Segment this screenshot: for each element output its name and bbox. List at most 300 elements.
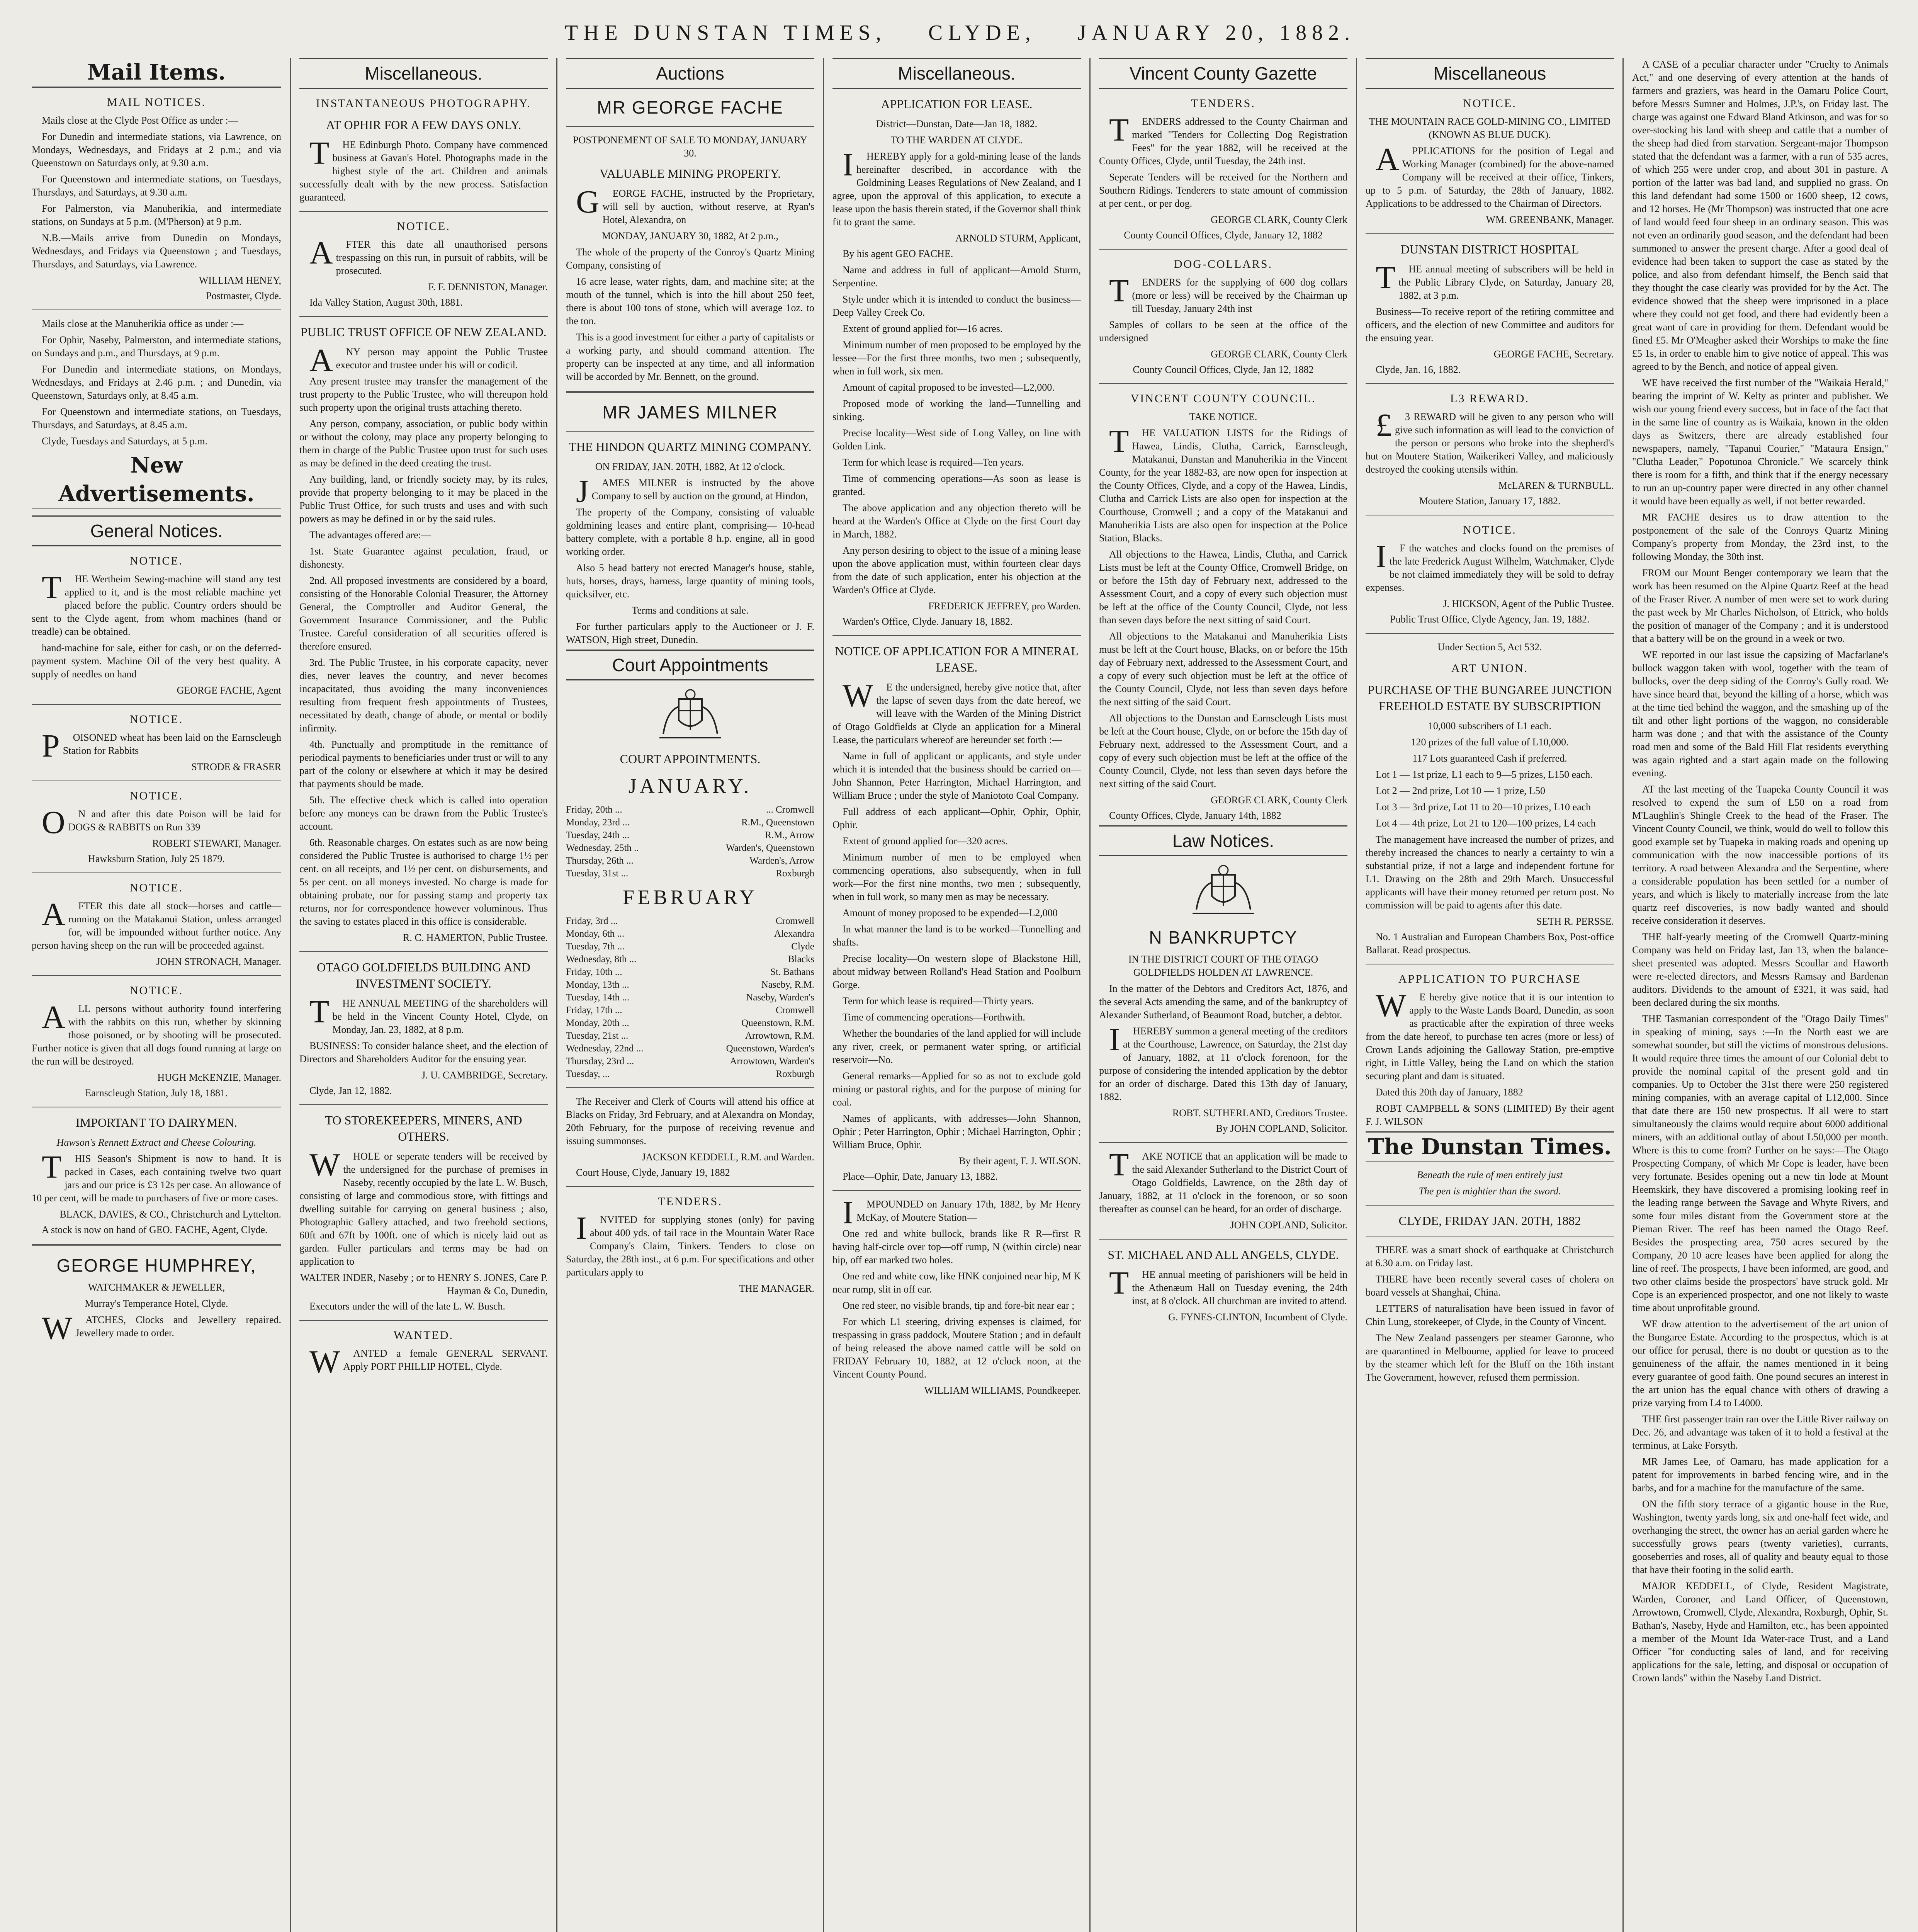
purchase-body: WE hereby give notice that it is our intention to apply to the Waste Lands Board, Dunedin, as soon as practicable after the expiration of three weeks from the date hereof, to purchase ten acres (more or less) of Crown Lands adjoining the Galloway Station, pre-emptive right, in Little Valley, being the Land on which the station securing plant and dam is situated. xyxy=(1366,988,1614,1082)
divider xyxy=(32,1244,281,1246)
schedule-row xyxy=(566,829,814,842)
reward-heading: L3 REWARD. xyxy=(1450,392,1529,405)
february-schedule xyxy=(566,915,814,1080)
tenders-heading: TENDERS. xyxy=(658,1195,722,1208)
auction-title: VALUABLE MINING PROPERTY. xyxy=(600,167,781,180)
lease-heading: APPLICATION FOR LEASE. xyxy=(881,97,1033,111)
divider xyxy=(566,126,814,127)
divider xyxy=(32,704,281,705)
signature: J. U. CAMBRIDGE, Secretary. xyxy=(421,1070,548,1081)
schedule-court: Naseby, Warden's xyxy=(746,992,814,1003)
lease-place: Warden's Office, Clyde. January 18, 1882. xyxy=(843,616,1013,627)
signature: WM. GREENBANK, Manager. xyxy=(1486,214,1614,225)
section-law-notices: Law Notices. xyxy=(1099,825,1347,856)
signature: WILLIAM WILLIAMS, Poundkeeper. xyxy=(924,1385,1081,1396)
signature: BLACK, DAVIES, & CO., Christchurch and Lyttelton. xyxy=(59,1209,281,1220)
divider xyxy=(1099,1239,1347,1240)
mineral-lease-para: Name in full of applicant or applicants, and style under which it is intended that the business should be carried on—John Shannon, Peter Harrington, Michael Harrington, and William Bruce ; under the style of Maniototo Coal Company. xyxy=(832,750,1081,801)
notice-body: hand-machine for sale, either for cash, or on the deferred-payment system. Machine Oil of the very best quality. A supply of needles on hand xyxy=(32,642,281,680)
column-1 xyxy=(23,58,290,1932)
signature: STRODE & FRASER xyxy=(191,761,281,772)
schedule-court: Arrowtown, Warden's xyxy=(730,1056,814,1066)
dog-collars-body: TENDERS for the supplying of 600 dog collars (more or less) will be received by the Chairman up till Tuesday, January 24th inst xyxy=(1109,273,1347,314)
schedule-court: Queenstown, R.M. xyxy=(741,1018,814,1028)
lease-addressee: TO THE WARDEN AT CLYDE. xyxy=(890,134,1023,146)
schedule-date: Thursday, 26th ... xyxy=(566,855,634,866)
section-miscellaneous: Miscellaneous xyxy=(1366,58,1614,89)
notice-body: THE Wertheim Sewing-machine will stand any test applied to it, and is the most reliable machine yet placed before the public. Country orders should be sent to the Clyde agent, from whom machines (hand or treadle) can be obtained. xyxy=(32,570,281,637)
art-union-lot: Lot 2 — 2nd prize, Lot 10 — 1 prize, L50 xyxy=(1376,785,1546,796)
news-item: THERE have been recently several cases of cholera on board vessels at Shanghai, China. xyxy=(1366,1274,1614,1298)
schedule-court: R.M., Queenstown xyxy=(741,817,814,828)
divider xyxy=(299,316,548,317)
motto-line: Beneath the rule of men entirely just xyxy=(1417,1169,1563,1180)
auction-body: GEORGE FACHE, instructed by the Proprietary, will sell by auction, without reserve, at Ryan's Hotel, Alexandra, on xyxy=(576,184,814,225)
court-body: The Receiver and Clerk of Courts will attend his office at Blacks on Friday, 3rd February, and at Alexandra on Monday, 20th February, for the purpose of receiving revenue and issuing summonses. xyxy=(566,1096,814,1146)
mail-para: N.B.—Mails arrive from Dunedin on Mondays, Wednesdays, and Fridays via Queenstown ; and Tuesdays, Thursdays, and Saturdays, via Lawrence. xyxy=(32,232,281,270)
section-miscellaneous: Miscellaneous. xyxy=(299,58,548,89)
hospital-body: Business—To receive report of the retiring committee and officers, and the election of new Committee and auditors for the ensuing year. xyxy=(1366,306,1614,344)
lease-para: Name and address in full of applicant—Arnold Sturm, Serpentine. xyxy=(832,264,1081,289)
notice-body: A stock is now on hand of GEO. FACHE, Agent, Clyde. xyxy=(42,1224,268,1235)
auction-items: The property of the Company, consisting of valuable goldmining leases and entire plant, comprising— 10-head battery complete, with a portable 8 h.p. engine, all in good working order. xyxy=(566,507,814,557)
auction-items: Also 5 head battery not erected Manager's house, stable, huts, horses, drays, harness, large quantity of mining tools, quicksilver, etc. xyxy=(566,562,814,600)
signature: GEORGE FACHE, Secretary. xyxy=(1493,349,1614,360)
hospital-place: Clyde, Jan. 16, 1882. xyxy=(1376,364,1461,375)
column-5 xyxy=(1089,58,1356,1932)
signature: GEORGE CLARK, County Clerk xyxy=(1211,794,1347,806)
signature: J. HICKSON, Agent of the Public Trustee. xyxy=(1443,598,1614,609)
ad-body: 2nd. All proposed investments are considered by a board, consisting of the Honorable Colonial Treasurer, the Attorney General, the Comptroller and Auditor General, the Government Insurance Commissioner, and the Public Trustee. Careful consideration of all securities offered is therefore ensured. xyxy=(299,575,548,652)
auction-items: 16 acre lease, water rights, dam, and machine site; at the mouth of the tunnel, which is into the hill about 250 feet, there is about 100 tons of stone, which will average 1oz. to the ton. xyxy=(566,276,814,327)
ad-body: BUSINESS: To consider balance sheet, and the election of Directors and Shareholders Auditor for the ensuing year. xyxy=(299,1040,548,1065)
divider xyxy=(299,1104,548,1105)
art-union-line: 120 prizes of the full value of L10,000. xyxy=(1411,736,1569,748)
art-union-lot: Lot 4 — 4th prize, Lot 21 to 120—100 prizes, L4 each xyxy=(1376,818,1596,829)
schedule-court: ... Cromwell xyxy=(766,804,814,815)
schedule-row xyxy=(566,966,814,978)
art-union-section: Under Section 5, Act 532. xyxy=(1437,641,1542,653)
newspaper-page xyxy=(23,15,1897,1932)
signature: ROBT CAMPBELL & SONS (LIMITED) By their agent F. J. WILSON xyxy=(1366,1103,1614,1127)
auction-date: MONDAY, JANUARY 30, 1882, At 2 p.m., xyxy=(602,230,778,242)
news-item: THE half-yearly meeting of the Cromwell Quartz-mining Company was held on Friday last, Jan 13, when the balance-sheet presented was adopted. Messrs Scoullar and Haworth were re-elected directors, and Messrs Ramsay and Bardenan auditors. Dividends to the amount of £321, it was said, had been declared during the six months. xyxy=(1632,931,1888,1008)
council-heading: VINCENT COUNTY COUNCIL. xyxy=(1130,392,1316,405)
lease-district: District—Dunstan, Date—Jan 18, 1882. xyxy=(876,118,1038,129)
advertiser-address: Murray's Temperance Hotel, Clyde. xyxy=(85,1298,228,1309)
signature: SETH R. PERSSE. xyxy=(1536,916,1614,927)
schedule-date: Friday, 3rd ... xyxy=(566,916,618,926)
schedule-court: Naseby, R.M. xyxy=(761,980,814,990)
schedule-court: Cromwell xyxy=(776,1005,814,1015)
schedule-row xyxy=(566,940,814,953)
month-february: FEBRUARY xyxy=(622,886,758,909)
schedule-row xyxy=(566,854,814,867)
dateline: CLYDE, FRIDAY JAN. 20TH, 1882 xyxy=(1398,1214,1581,1228)
mail-para: For Queenstown and intermediate stations, on Tuesdays, Thursdays, and Saturdays, at 8.45 a.m. xyxy=(32,406,281,430)
ad-body: 6th. Reasonable charges. On estates such as are now being considered the Public Trustee is authorised to charge 1½ per cent. on all receipts, and 1½ per cent. on disbursements, and 5s per cent. on all moneys invested. No charge is made for obtaining probate, nor for passing stamp and property tax returns, nor for correspondence however voluminous. Thus the saving to estates placed in this office is considerable. xyxy=(299,837,548,927)
auction-body: The whole of the property of the Conroy's Quartz Mining Company, consisting of xyxy=(566,247,814,271)
council-para: All objections to the Matakanui and Manuherikia Lists must be left at the Court house, Blacks, on or before the 15th day of February next, addressed to the Assessment Court, and a copy of every such objection must be left at the office of the County Council, Clyde, not less than seven days before the next sitting of the said Court. xyxy=(1099,631,1347,707)
masthead-title: THE DUNSTAN TIMES, xyxy=(564,21,887,45)
reward-body: £3 REWARD will be given to any person who will give such information as will lead to the conviction of the person or persons who broke into the shepherd's hut on Moutere Station, Waikerikeri Valley, and maliciously destroyed the cooking utensils within. xyxy=(1366,407,1614,475)
schedule-court: St. Bathans xyxy=(770,967,814,977)
notice-heading: NOTICE. xyxy=(1463,97,1517,110)
schedule-court: Warden's, Arrow xyxy=(749,855,814,866)
impounded-item: One red steer, no visible brands, tip and fore-bit near ear ; xyxy=(843,1300,1075,1311)
schedule-court: Arrowtown, R.M. xyxy=(745,1031,814,1041)
schedule-date: Monday, 20th ... xyxy=(566,1018,629,1028)
ad-place: Clyde, Jan 12, 1882. xyxy=(309,1085,392,1096)
schedule-date: Tuesday, 24th ... xyxy=(566,830,630,840)
reward-place: Moutere Station, January 17, 1882. xyxy=(1419,495,1561,507)
ad-body: 4th. Punctually and promptitude in the remittance of periodical payments to beneficiaries under trust or will to any part of the colony or elsewhere at which it may be desired that payments should be made. xyxy=(299,739,548,789)
notice-place: Hawksburn Station, July 25 1879. xyxy=(88,853,225,864)
news-item: WE draw attention to the advertisement of the art union of the Bungaree Estate. According to the prospectus, which is at our office for perusal, there is no doubt or question as to the genuineness of the affair, the names mentioned in it being every guarantee of good faith. One pound secures an interest in the art union has the equal chance with others of drawing a prize varying from L4 to L4000. xyxy=(1632,1318,1888,1408)
schedule-date: Tuesday, 31st ... xyxy=(566,868,629,879)
notice-heading: NOTICE. xyxy=(129,984,183,997)
january-schedule xyxy=(566,803,814,880)
schedule-row xyxy=(566,1042,814,1055)
art-union-heading: ART UNION. xyxy=(1451,662,1529,675)
mineral-lease-para: Time of commencing operations—Forthwith. xyxy=(843,1012,1025,1023)
tenders-body: Seperate Tenders will be received for the Northern and Southern Ridings. Tenderers to state amount of commission at per cent., or per dog. xyxy=(1099,172,1347,209)
news-item: WE have received the first number of the "Waikaia Herald," bearing the imprint of W. Kelty as printer and publisher. We wish our young friend every success, but in face of the fact that in the same line of country as is Waikaia, known in the olden days as Switzers, there are already established four newspapers, namely, "Tapanui Courier," "Mataura Ensign," "Clutha Leader," Popotunoa Chronicle." We scarcely think there is room for a fifth, and think that if the energy necessary to run an up-country paper were directed in any other channel it would have been equally as well, if not better rewarded. xyxy=(1632,377,1888,507)
signature: G. FYNES-CLINTON, Incumbent of Clyde. xyxy=(1168,1311,1347,1323)
signature: GEORGE CLARK, County Clerk xyxy=(1211,214,1347,225)
schedule-court: Alexandra xyxy=(774,929,814,939)
schedule-court: Queenstown, Warden's xyxy=(726,1043,814,1054)
newspaper-nameplate: The Dunstan Times. xyxy=(1366,1131,1614,1162)
signature: WILLIAM HENEY, xyxy=(199,275,281,286)
mail-para: Mails close at the Clyde Post Office as under :— xyxy=(42,115,238,126)
ad-body: The advantages offered are:— xyxy=(309,529,431,541)
schedule-row xyxy=(566,1017,814,1029)
news-item: The New Zealand passengers per steamer Garonne, who are quarantined in Melbourne, applied for leave to proceed by the steamer which left for the Bluff on the 16th instant The Government, however, refused them permission. xyxy=(1366,1332,1614,1383)
mineral-lease-para: Amount of money proposed to be expended—L2,000 xyxy=(843,907,1058,918)
notice-place: Public Trust Office, Clyde Agency, Jan. 19, 1882. xyxy=(1390,614,1590,625)
divider xyxy=(32,975,281,976)
auction-notice: POSTPONEMENT OF SALE TO MONDAY, JANUARY 30. xyxy=(573,134,807,159)
signature: THE MANAGER. xyxy=(739,1283,814,1294)
court-place: Court House, Clyde, January 19, 1882 xyxy=(576,1167,730,1178)
signature: JOHN STRONACH, Manager. xyxy=(156,956,281,967)
art-union-line: 117 Lots guaranteed Cash if preferred. xyxy=(1412,753,1567,764)
mineral-lease-para: In what manner the land is to be worked—Tunnelling and shafts. xyxy=(832,923,1081,948)
signature: By JOHN COPLAND, Solicitor. xyxy=(1216,1123,1347,1134)
schedule-row xyxy=(566,1029,814,1042)
mineral-lease-place: Place—Ophir, Date, January 13, 1882. xyxy=(843,1171,998,1182)
news-item: THE Tasmanian correspondent of the "Otago Daily Times" in speaking of mining, says :—In the North east we are somewhat sounder, but still the victims of monstrous delusions. It would require three times the amount of our Colonial debt to provide the nominal capital of the present gold and tin companies. Up to October the 31st there were 250 registered mining companies, with an average capital of L12,000. Since that date there are 150 new prospectus. If all were to start simultaneously the claims would require about 6000 additional miners, with an additional outlay of about L50,000 per month. Where is this to come from? Further on he says:—The Otago Prospecting Company, of which Mr Cope is leader, have been very fortunate. Besides opening out a new tin lode at Mount Heemskirk, they have discovered a promising looking reef in the leading range between the Savage and Whyte Rivers, and some four miles distant from the Government store at the Pieman River. The reef has been named the Otago Reef. Besides the prospecting area, 750 acres secured by the Company, 20 10 acre leases have been applied for along the line of reef. The prospects, I have been informed, are good, and two other claims beside the prospectors' have struck gold. Mr Cope is an experienced prospector, and one not likely to waste time about unprofitable ground. xyxy=(1632,1013,1888,1313)
ad-heading: OTAGO GOLDFIELDS BUILDING AND INVESTMENT SOCIETY. xyxy=(317,960,530,990)
dog-collars-heading: DOG-COLLARS. xyxy=(1174,258,1273,270)
notice-body: POISONED wheat has been laid on the Earnscleugh Station for Rabbits xyxy=(42,728,281,764)
council-subheading: TAKE NOTICE. xyxy=(1189,411,1257,422)
divider xyxy=(299,951,548,952)
signature: ROBERT STEWART, Manager. xyxy=(152,838,281,849)
mail-para: For Dunedin and intermediate stations, via Lawrence, on Mondays, Wednesdays, and Fridays at 2 p.m.; and via Queenstown on Saturdays only, at 9.30 a.m. xyxy=(32,131,281,168)
ad-body: Executors under the will of the late L. W. Busch. xyxy=(309,1301,505,1312)
mail-para: For Dunedin and intermediate stations, on Mondays, Wednesdays, and Fridays at 2.46 p.m. ; and Dunedin, via Queenstown, Saturdays only, at 8.45 a.m. xyxy=(32,364,281,401)
signature: JACKSON KEDDELL, R.M. and Warden. xyxy=(642,1151,814,1163)
signature: GEORGE FACHE, Agent xyxy=(177,685,281,696)
news-item: THE first passenger train ran over the Little River railway on Dec. 26, and advantage was taken of it to hold a festival at the terminus, at Lake Forsyth. xyxy=(1632,1413,1888,1451)
ad-body: 1st. State Guarantee against peculation, fraud, or dishonesty. xyxy=(299,546,548,570)
art-union-lot: Lot 1 — 1st prize, L1 each to 9—5 prizes, L150 each. xyxy=(1376,769,1593,780)
signature: HUGH McKENZIE, Manager. xyxy=(157,1072,281,1083)
schedule-row xyxy=(566,1004,814,1017)
tenders-body: TENDERS addressed to the County Chairman and marked "Tenders for Collecting Dog Registration Fees" for the year 1882, will be received at the County Offices, Clyde, until Tuesday, the 24th inst. xyxy=(1099,112,1347,167)
notice-place: Earnscleugh Station, July 18, 1881. xyxy=(85,1087,228,1099)
schedule-date: Tuesday, 7th ... xyxy=(566,941,625,952)
mineral-lease-para: Minimum number of men to be employed when commencing operations, also subsequently, when in full work—For the first nine months, two men ; subsequently, when in full work, so many men as may be necessary. xyxy=(832,852,1081,902)
divider xyxy=(566,391,814,393)
mail-para: Clyde, Tuesdays and Saturdays, at 5 p.m. xyxy=(42,435,207,447)
schedule-date: Tuesday, 14th ... xyxy=(566,992,630,1003)
mineral-lease-para: Whether the boundaries of the land applied for will include any river, creek, or permanent water spring, or artificial reservoir—No. xyxy=(832,1028,1081,1065)
divider xyxy=(1366,383,1614,384)
notice-heading: NOTICE. xyxy=(1463,524,1517,536)
schedule-date: Tuesday, 21st ... xyxy=(566,1031,629,1041)
lease-body: IHEREBY apply for a gold-mining lease of the lands hereinafter described, in accordance with the Goldmining Leases Regulations of New Zealand, and I agree, upon the approval of this application, to execute a lease upon the basis therein stated, if the Governor shall think fit to grant the same. xyxy=(832,147,1081,228)
schedule-row xyxy=(566,915,814,927)
ad-heading: INSTANTANEOUS PHOTOGRAPHY. xyxy=(316,97,532,110)
impounded-body: For which L1 steering, driving expenses is claimed, for trespassing in grass paddock, Moutere Station ; and in default of being released the above named cattle will be sold on FRIDAY February 10, 1882, at 12 o'clock noon, at the Vincent County Pound. xyxy=(832,1316,1081,1380)
schedule-row xyxy=(566,927,814,940)
schedule-row xyxy=(566,867,814,880)
mail-para: For Palmerston, via Manuherikia, and intermediate stations, on Sundays at 5 p.m. (M'Pherson) at 9 p.m. xyxy=(32,203,281,227)
impounded-item: One red and white cow, like HNK conjoined near hip, M K near rump, slit in off ear. xyxy=(832,1270,1081,1295)
divider xyxy=(832,635,1081,636)
lease-para: Extent of ground applied for—16 acres. xyxy=(843,323,1003,334)
news-item: THERE was a smart shock of earthquake at Christchurch at 6.30 a.m. on Friday last. xyxy=(1366,1244,1614,1269)
auction-body: JAMES MILNER is instructed by the above Company to sell by auction on the ground, at Hindon, xyxy=(576,473,814,509)
divider xyxy=(566,431,814,432)
dog-collars-body: Samples of collars to be seen at the office of the undersigned xyxy=(1099,319,1347,344)
mineral-lease-para: Full address of each applicant—Ophir, Ophir, Ophir, Ophir. xyxy=(832,806,1081,830)
auction-terms: Terms and conditions at sale. xyxy=(632,605,749,616)
schedule-date: Wednesday, 25th .. xyxy=(566,843,639,853)
auction-date: ON FRIDAY, JAN. 20TH, 1882, At 12 o'clock. xyxy=(595,461,785,472)
schedule-court: Clyde xyxy=(791,941,814,952)
impounded-item: One red and white bullock, brands like R R—first R having half-circle over top—off rump, N (within circle) near hip, off ear marked two holes. xyxy=(832,1228,1081,1265)
news-item: A CASE of a peculiar character under "Cruelty to Animals Act," and one deserving of every attention at the hands of farmers and graziers, was heard in the Oamaru Police Court, before Messrs Sumner and Holmes, J.P.'s, on Friday last. The charge was against one Edward Bland Atkinson, and was for so over-stocking his land with sheep and cattle that a number of the sheep had died from starvation. Sergeant-major Thompson stated that the defendant was a farmer, with a run of 535 acres, of which 255 were under crop, and about 301 in pasture. A portion of the latter was bad land, and supplied no grass. On this land defendant had some 1500 or 1600 sheep, 12 cows, and 12 horses. He (Mr Thompson) was instructed that one acre of land would feed four sheep in an ordinary season. This was not even an ordinarily good season, and the defendant had been summoned to answer the present charge. After a good deal of evidence had been taken to support the case as stated by the police, and also from defendant himself, the Bench said that they thought the case clearly was provided for by the Act. The evidence showed that the sheep were imprisoned in a place where they could not get food, and there had evidently been a great want of care in providing for them. Defendant would be fined £5. Mr O'Meagher asked their Worships to make the fine £5 1s, in order to enable him to give notice of appeal. This was agreed to by the Bench, and notice of appeal given. xyxy=(1632,59,1888,372)
notice-body: THIS Season's Shipment is now to hand. It is packed in Cases, each containing twelve two quart jars and our price is £3 12s per case. An allowance of 10 per cent, will be made to purchasers of five or more cases. xyxy=(32,1149,281,1204)
discharge-body: TAKE NOTICE that an application will be made to the said Alexander Sutherland to the District Court of Otago Goldfields, Lawrence, on the 28th day of January, 1882, at 11 o'clock in the forenoon, or so soon thereafter as counsel can be heard, for an order of discharge. xyxy=(1099,1147,1347,1214)
ad-body: Any building, land, or friendly society may, by its rules, provide that property belonging to it may be placed in the Public Trust Office, for such trusts and uses and with such powers as may be defined in or by the said rules. xyxy=(299,474,548,524)
divider xyxy=(566,1087,814,1088)
bankruptcy-body: In the matter of the Debtors and Creditors Act, 1876, and the several Acts amending the same, and of the bankruptcy of Alexander Sutherland, of Beaumont Road, butcher, a debtor. xyxy=(1099,983,1347,1020)
news-item: MR FACHE desires us to draw attention to the postponement of the sale of the Conroys Quartz Mining Company's property from Monday, the 23rd inst, to the following Monday, the 30th inst. xyxy=(1632,512,1888,562)
schedule-date: Friday, 10th ... xyxy=(566,967,622,977)
art-union-title: PURCHASE OF THE BUNGAREE JUNCTION FREEHOLD ESTATE BY SUBSCRIPTION xyxy=(1368,683,1612,713)
notice-subheading: Hawson's Rennett Extract and Cheese Colouring. xyxy=(56,1137,257,1148)
column-2 xyxy=(290,58,556,1932)
divider xyxy=(299,211,548,212)
advertiser-name: GEORGE HUMPHREY, xyxy=(56,1255,257,1276)
tenders-heading: TENDERS. xyxy=(1191,97,1255,110)
columns xyxy=(23,58,1897,1932)
hospital-heading: DUNSTAN DISTRICT HOSPITAL xyxy=(1400,242,1579,256)
notice-body: ON and after this date Poison will be laid for DOGS & RABBITS on Run 339 xyxy=(42,804,281,840)
lease-para: Minimum number of men proposed to be employed by the lessee—For the first three months, two men ; subsequently, when in full work, six men. xyxy=(832,339,1081,377)
royal-coat-of-arms-icon xyxy=(652,687,729,745)
signature: JOHN COPLAND, Solicitor. xyxy=(1230,1219,1347,1231)
royal-coat-of-arms-icon xyxy=(1185,863,1262,921)
divider xyxy=(1099,249,1347,250)
mail-para: Mails close at the Manuherikia office as under :— xyxy=(42,318,244,329)
masthead xyxy=(23,15,1897,50)
schedule-date: Friday, 20th ... xyxy=(566,804,622,815)
news-item: ON the fifth story terrace of a gigantic house in the Rue, Washington, twenty yards long, six and one-half feet wide, and overhanging the street, the owner has an aerial garden where he successfully grows pears (twenty varieties), currants, gooseberries and roses, all of quality and beauty equal to those that have their footing in the solid earth. xyxy=(1632,1498,1888,1575)
mineral-lease-para: Names of applicants, with addresses—John Shannon, Ophir ; Peter Harrington, Ophir ; Michael Harrington, Ophir ; William Bruce, Ophir. xyxy=(832,1113,1081,1150)
divider xyxy=(566,1186,814,1187)
divider xyxy=(1366,1205,1614,1206)
notice-heading: NOTICE. xyxy=(129,881,183,894)
divider xyxy=(1099,1142,1347,1143)
notice-body: WATCHES, Clocks and Jewellery repaired. Jewellery made to order. xyxy=(42,1310,281,1346)
lease-para: Any person desiring to object to the issue of a mining lease upon the above application must, within fourteen clear days from the date of such application, enter his objection at the Warden's Office at Clyde. xyxy=(832,545,1081,595)
section-auctions: Auctions xyxy=(566,58,814,89)
ad-body: Any present trustee may transfer the management of the trust property to the Public Trustee, who will thereupon hold such property upon the original trusts attaching thereto. xyxy=(299,376,548,413)
art-union-lot: Lot 3 — 3rd prize, Lot 11 to 20—10 prizes, L10 each xyxy=(1376,801,1591,813)
mail-para: For Queenstown and intermediate stations, on Tuesdays, Thursdays, and Saturdays, at 9.30 a.m. xyxy=(32,173,281,198)
schedule-date: Friday, 17th ... xyxy=(566,1005,622,1015)
ad-body: WHOLE or seperate tenders will be received by the undersigned for the purchase of premises in Naseby, recently occupied by the late L. W. Busch, consisting of large and commodious store, with fittings and dwelling suitable for carrying on general business ; also, Photographic Gallery attached, and two freehold sections, 60ft and 67ft by 100ft. one of which is nicely laid out as garden. Fuller particulars and terms may be had on application to xyxy=(299,1147,548,1267)
bankruptcy-heading: N BANKRUPTCY xyxy=(1149,927,1298,947)
signature: GEORGE CLARK, County Clerk xyxy=(1211,349,1347,360)
auction-body: For further particulars apply to the Auctioneer or J. F. WATSON, High street, Dunedin. xyxy=(566,621,814,645)
schedule-court: Roxburgh xyxy=(776,1069,814,1079)
masthead-place: CLYDE, xyxy=(928,21,1036,45)
schedule-row xyxy=(566,991,814,1004)
art-union-body: The management have increased the number of prizes, and thereby increased the chances to nearly a certainty to win a substantial prize, if not a large and independent fortune for L1. Drawing on the 28th and 29th March. Unsuccessful applicants will have their money returned per return post. No commission will be paid to agents after this date. xyxy=(1366,834,1614,911)
section-new-advertisements: New Advertisements. xyxy=(32,451,281,509)
art-union-address: No. 1 Australian and European Chambers Box, Post-office Ballarat. Read prospectus. xyxy=(1366,931,1614,956)
ad-heading: TO STOREKEEPERS, MINERS, AND OTHERS. xyxy=(325,1113,522,1143)
schedule-court: Warden's, Queenstown xyxy=(726,843,814,853)
auction-title: THE HINDON QUARTZ MINING COMPANY. xyxy=(569,440,812,454)
schedule-court: R.M., Arrow xyxy=(765,830,814,840)
divider xyxy=(1366,633,1614,634)
tenders-body: INVITED for supplying stones (only) for paving about 400 yds. of tail race in the Mountain Water Race Company's Claim, Tinkers. Tenders to close on Saturday, the 28th inst., at 6 p.m. For specifications and other particulars apply to xyxy=(566,1210,814,1278)
section-court-appointments: Court Appointments xyxy=(566,650,814,680)
council-para: THE VALUATION LISTS for the Ridings of Hawea, Lindis, Clutha, Carrick, Earnscleugh, Matakanui, Dunstan and Manuherikia in the Vincent County, for the year 1882-83, are now open for inspection at the County Offices, Clyde, and a copy of the Hawea, Lindis, Clutha and Carrick Lists are also open for inspection at the Courthouse, Cromwell ; and a copy of the Matakanui and Manuherikia Lists are also open for inspection at the Police Station, Blacks. xyxy=(1099,423,1347,544)
church-heading: ST. MICHAEL AND ALL ANGELS, CLYDE. xyxy=(1108,1248,1339,1262)
signature: By their agent, F. J. WILSON. xyxy=(959,1155,1081,1167)
lease-agent: By his agent GEO FACHE. xyxy=(843,248,953,259)
tenders-place: County Council Offices, Clyde, January 12, 1882 xyxy=(1124,230,1323,241)
signature: FREDERICK JEFFREY, pro Warden. xyxy=(928,600,1081,612)
divider xyxy=(32,872,281,873)
mail-notices-heading: MAIL NOTICES. xyxy=(107,96,206,109)
signature: F. F. DENNISTON, Manager. xyxy=(428,281,548,293)
schedule-row xyxy=(566,803,814,816)
motto-line: The pen is mightier than the sword. xyxy=(1419,1185,1561,1197)
ad-heading: PUBLIC TRUST OFFICE OF NEW ZEALAND. xyxy=(301,325,547,339)
schedule-row xyxy=(566,1055,814,1068)
section-vincent-county-gazette: Vincent County Gazette xyxy=(1099,58,1347,89)
advertiser-trade: WATCHMAKER & JEWELLER, xyxy=(88,1282,225,1293)
schedule-court: Cromwell xyxy=(776,916,814,926)
ad-body: WANTED a female GENERAL SERVANT. Apply PORT PHILLIP HOTEL, Clyde. xyxy=(309,1344,548,1380)
lease-para: Time of commencing operations—As soon as lease is granted. xyxy=(832,473,1081,497)
council-place: County Offices, Clyde, January 14th, 1882 xyxy=(1109,810,1281,821)
news-item: MAJOR KEDDELL, of Clyde, Resident Magistrate, Warden, Coroner, and Land Officer, of Queenstown, Arrowtown, Cromwell, Clyde, Alexandra, Roxburgh, Ophir, St. Bathan's, Naseby, Hyde and Hamilton, etc., has been appointed a member of the Mount Ida Water-race Trust, and a Land Officer "for conducting sales of land, and for receiving applications for the sale, letting, and disposal or occupation of Crown lands" within the Naseby Land District. xyxy=(1632,1580,1888,1684)
column-6 xyxy=(1356,58,1622,1932)
council-para: All objections to the Dunstan and Earnscleugh Lists must be left at the Court house, Clyde, on or before the 15th day of February next, addressed to the Assessment Court, and a copy of every such objection must be left at the office of the County Council, Clyde, not less than seven days before the next sitting of the said Court. xyxy=(1099,713,1347,789)
lease-para: Amount of capital proposed to be invested—L2,000. xyxy=(843,382,1055,393)
ad-body: Any person, company, association, or public body within or without the colony, may place any property belonging to them in charge of the Public Trustee upon trust for such uses as may be defined in the deed creating the trust. xyxy=(299,418,548,469)
ad-body: ANY person may appoint the Public Trustee executor and trustee under his will or codicil. xyxy=(309,342,548,378)
bankruptcy-court: IN THE DISTRICT COURT OF THE OTAGO GOLDFIELDS HOLDEN AT LAWRENCE. xyxy=(1128,954,1318,978)
section-mail-items: Mail Items. xyxy=(32,58,281,88)
month-january: JANUARY. xyxy=(628,774,752,798)
art-union-line: 10,000 subscribers of L1 each. xyxy=(1428,720,1552,731)
column-7 xyxy=(1622,58,1897,1932)
section-miscellaneous: Miscellaneous. xyxy=(832,58,1081,89)
mineral-lease-para: WE the undersigned, hereby give notice that, after the lapse of seven days from the date hereof, we will leave with the Warden of the Mining District of Otago Goldfields at Clyde an application for a Mineral Lease, the particulars whereof are hereunder set forth :— xyxy=(832,678,1081,745)
schedule-row xyxy=(566,978,814,991)
notice-heading: NOTICE. xyxy=(129,713,183,726)
signature: WALTER INDER, Naseby ; or to HENRY S. JONES, Care P. Hayman & Co, Dunedin, xyxy=(300,1272,548,1296)
mineral-lease-para: General remarks—Applied for so as not to exclude gold mining or pastoral rights, and for the purpose of mining for coal. xyxy=(832,1070,1081,1108)
mineral-lease-para: Term for which lease is required—Thirty years. xyxy=(843,995,1034,1007)
schedule-row xyxy=(566,1068,814,1080)
schedule-court: Blacks xyxy=(788,954,814,964)
ad-heading: NOTICE. xyxy=(397,220,450,233)
ad-body: AFTER this date all unauthorised persons trespassing on this run, in pursuit of rabbits, will be prosecuted. xyxy=(309,235,548,276)
schedule-date: Wednesday, 8th ... xyxy=(566,954,637,964)
schedule-date: Monday, 23rd ... xyxy=(566,817,630,828)
schedule-row xyxy=(566,816,814,829)
notice-heading: NOTICE. xyxy=(129,554,183,567)
ad-body: THE Edinburgh Photo. Company have commenced business at Gavan's Hotel. Photographs made in the highest style of the art. Children and animals successfully dealt with by the new process. Satisfaction guaranteed. xyxy=(299,135,548,203)
divider xyxy=(299,1320,548,1321)
news-item: FROM our Mount Benger contemporary we learn that the work has been resumed on the Alpine Quartz Reef at the head of the Fraser River. A number of men were set to work during the past week by Mr Charles Nicholson, of Ettrick, who holds the position of manager of the Company ; and it is understood that a battery will be on the ground in a week or two. xyxy=(1632,567,1888,644)
mineral-lease-heading: NOTICE OF APPLICATION FOR A MINERAL LEASE. xyxy=(835,644,1079,674)
ad-body: 3rd. The Public Trustee, in his corporate capacity, never dies, never leaves the country, and never becomes incapacitated, thus avoiding the many inconveniences resulting from frequent fresh appointments of Trustees, necessitated by death, change of abode, or mental or bodily infirmity. xyxy=(299,657,548,734)
hospital-body: THE annual meeting of subscribers will be held in the Public Library Clyde, on Saturday, January 28, 1882, at 3 p.m. xyxy=(1376,260,1614,301)
purchase-date: Dated this 20th day of January, 1882 xyxy=(1376,1087,1523,1098)
news-item: WE reported in our last issue the capsizing of Macfarlane's bullock waggon taken with wool, together with the team of bullocks, over the deep siding of the Conroy's Gully road. We have since heard that, beyond the killing of a horse, which was at the time tied behind the waggon, and the smashing up of the tilt and other light portions of the waggon, no considerable harm was done ; and that with the assistance of the County road men and some of the Bald Hill Flat residents everything was again righted and a start again made on the following evening. xyxy=(1632,649,1888,779)
signature: ARNOLD STURM, Applicant, xyxy=(955,233,1081,244)
schedule-date: Thursday, 23rd ... xyxy=(566,1056,634,1066)
schedule-date: Monday, 6th ... xyxy=(566,929,625,939)
notice-heading: IMPORTANT TO DAIRYMEN. xyxy=(76,1116,237,1129)
auctioneer-name: MR GEORGE FACHE xyxy=(597,97,783,117)
divider xyxy=(1099,383,1347,384)
notice-body: IF the watches and clocks found on the premises of the late Frederick August Wilhelm, Watchmaker, Clyde be not claimed immediately they will be sold to defray expenses. xyxy=(1366,539,1614,593)
bankruptcy-body: IHEREBY summon a general meeting of the creditors at the Courthouse, Lawrence, on Saturday, the 21st day of January, 1882, at 11 o'clock forenoon, for the purpose of considering the intended application by the debtor for an order of discharge. Dated this 13th day of January, 1882. xyxy=(1099,1022,1347,1102)
divider xyxy=(1366,233,1614,234)
ad-subheading: AT OPHIR FOR A FEW DAYS ONLY. xyxy=(326,118,522,132)
notice-body: APPLICATIONS for the position of Legal and Working Manager (combined) for the above-named Company will be received at their office, Tinkers, up to 5 p.m. of Saturday, the 28th of January, 1882. Applications to be addressed to the Chairman of Directors. xyxy=(1366,141,1614,209)
ad-body: THE ANNUAL MEETING of the shareholders will be held in the Vincent County Hotel, Clyde, on Monday, Jan. 23, 1882, at 8 p.m. xyxy=(309,994,548,1035)
notice-body: ALL persons without authority found interfering with the rabbits on this run, whether by skinning those poisoned, or by shooting will be prosecuted. Further notice is given that all dogs found running at large on the run will be destroyed. xyxy=(32,999,281,1067)
lease-para: Term for which lease is required—Ten years. xyxy=(843,457,1024,468)
ad-place: Ida Valley Station, August 30th, 1881. xyxy=(309,297,463,308)
signature: McLAREN & TURNBULL. xyxy=(1498,480,1614,491)
column-3 xyxy=(556,58,823,1932)
court-heading: COURT APPOINTMENTS. xyxy=(620,752,761,766)
schedule-court: Roxburgh xyxy=(776,868,814,879)
masthead-date: JANUARY 20, 1882. xyxy=(1077,21,1356,45)
news-item: LETTERS of naturalisation have been issued in favor of Chin Lung, storekeeper, of Clyde, in the County of Vincent. xyxy=(1366,1303,1614,1327)
lease-para: Proposed mode of working the land—Tunnelling and sinking. xyxy=(832,398,1081,422)
schedule-row xyxy=(566,953,814,966)
lease-para: The above application and any objection thereto will be heard at the Warden's Office at Clyde on the first Court day in March, 1882. xyxy=(832,502,1081,540)
